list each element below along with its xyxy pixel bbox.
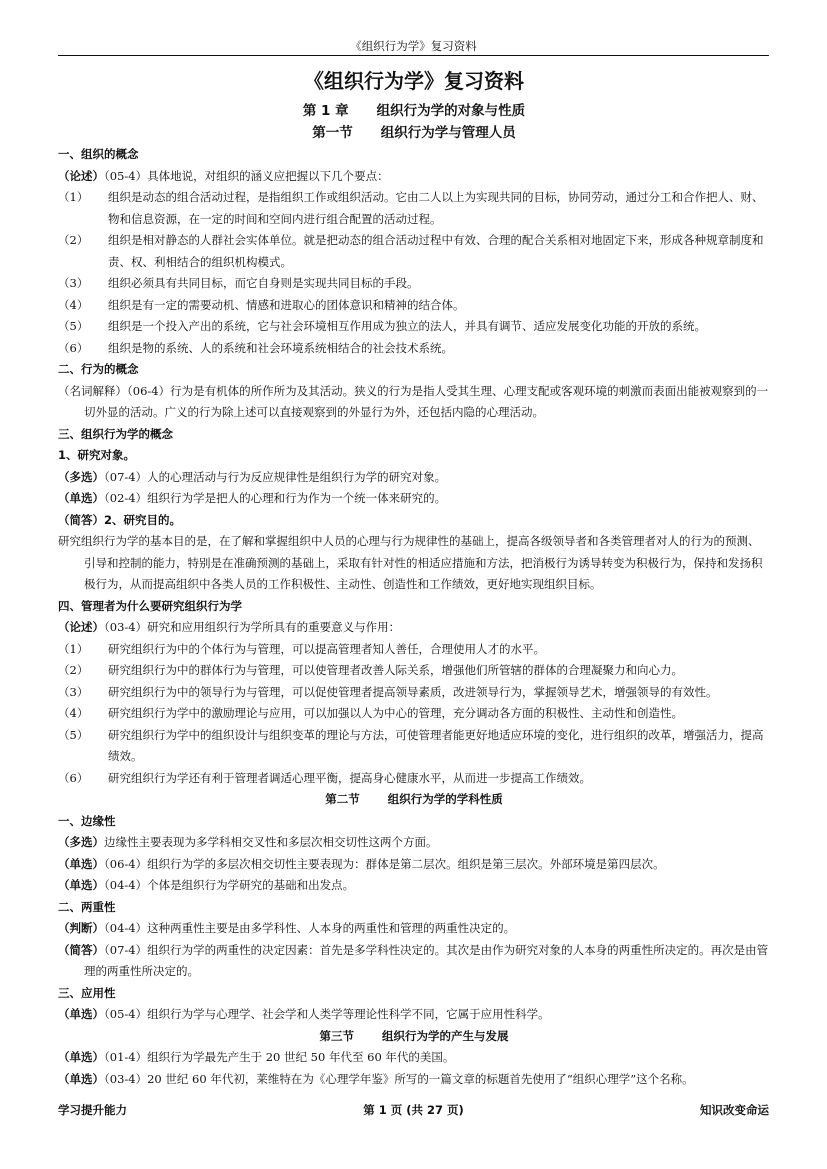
item-text: 组织是相对静态的人群社会实体单位。就是把动态的组合活动过程中有效、合理的配合关系相对地固定下来，形成各种规章制度和责、权、利相结合的组织机构模式。 xyxy=(108,233,764,269)
paragraph-text: （05-4）组织行为学与心理学、社会学和人类学等理论性科学不同，它属于应用性科学。 xyxy=(104,1007,550,1021)
subheading-research-purpose: （简答）2、研究目的。 xyxy=(58,512,182,527)
item-text: 组织是物的系统、人的系统和社会环境系统相结合的社会技术系统。 xyxy=(108,340,453,355)
paragraph xyxy=(58,1004,770,1026)
item-number: （4） xyxy=(58,706,89,720)
paragraph xyxy=(58,166,770,188)
paragraph-text: （04-4）这种两重性主要是由多学科性、人本身的两重性和管理的两重性决定的。 xyxy=(104,921,516,935)
item-text: 研究组织行为学中的组织设计与组织变革的理论与方法，可使管理者能更好地适应环境的变化，进行组织的改革，增强活力，提高绩效。 xyxy=(108,727,764,763)
paragraph-text: （03-4）20 世纪 60 年代初，莱维特在为《心理学年鉴》所写的一篇文章的标题首先使用了“组织心理学”这个名称。 xyxy=(104,1071,694,1086)
footer-left: 学习提升能力 xyxy=(58,1103,127,1117)
question-tag: （简答） xyxy=(58,942,104,957)
question-tag: （论述） xyxy=(58,620,104,634)
paragraph xyxy=(58,918,770,940)
list-item xyxy=(58,703,770,725)
list-item xyxy=(58,682,770,704)
item-number: （6） xyxy=(58,340,89,355)
question-tag: （单选） xyxy=(58,1071,104,1086)
list-item xyxy=(58,230,770,273)
paragraph xyxy=(58,488,770,510)
list-item xyxy=(58,660,770,682)
section-number: 第一节 xyxy=(312,125,353,141)
paragraph-text: （07-4）组织行为学的两重性的决定因素：首先是多学科性决定的。其次是由作为研究对象的人本身的两重性所决定的。再次是由管理的两重性所决定的。 xyxy=(84,942,769,978)
section-heading-1 xyxy=(58,122,770,144)
question-tag: （单选） xyxy=(58,856,104,871)
list-item xyxy=(58,295,770,317)
paragraph-text: （07-4）人的心理活动与行为反应规律性是组织行为学的研究对象。 xyxy=(104,469,447,484)
item-number: （2） xyxy=(58,663,89,677)
question-tag: （多选） xyxy=(58,469,104,484)
chapter-name: 组织行为学的对象与性质 xyxy=(376,103,526,119)
paragraph-text: （05-4）具体地说，对组织的涵义应把握以下几个要点： xyxy=(104,168,389,183)
question-tag: （论述） xyxy=(58,168,104,183)
list-item xyxy=(58,338,770,360)
list-item xyxy=(58,273,770,295)
item-number: （2） xyxy=(58,233,89,247)
item-number: （5） xyxy=(58,727,89,742)
question-tag: （单选） xyxy=(58,1050,104,1064)
paragraph-text: （01-4）组织行为学最先产生于 20 世纪 50 年代至 60 年代的美国。 xyxy=(104,1050,455,1064)
paragraph: 研究组织行为学的基本目的是，在了解和掌握组织中人员的心理与行为规律性的基础上，提高各级领导者和各类管理者对人的行为的预测、引导和控制的能力，特别是在准确预测的基础上，采取有针对性的相适应措施和方法，把消极行为诱导转变为积极行为，保持和发扬积极行为，从而提高组织中各类人员的工作积极性、主动性、创造性和工作绩效，更好地实现组织目标。 xyxy=(58,534,763,591)
subheading-research-object: 1、研究对象。 xyxy=(58,448,136,462)
heading-applicability: 三、应用性 xyxy=(58,985,116,1000)
heading-why-study: 四、管理者为什么要研究组织行为学 xyxy=(58,598,242,613)
paragraph-text: 边缘性主要表现为多学科相交叉性和多层次相交切性这两个方面。 xyxy=(104,835,438,849)
section-name: 组织行为学的学科性质 xyxy=(387,792,503,806)
item-text: 研究组织行为学还有利于管理者调适心理平衡，提高身心健康水平，从而进一步提高工作绩效。 xyxy=(108,770,591,785)
item-number: （1） xyxy=(58,190,89,204)
chapter-heading xyxy=(58,100,770,122)
item-text: 研究组织行为中的群体行为与管理，可以使管理者改善人际关系，增强他们所管辖的群体的合理凝聚力和向心力。 xyxy=(108,663,683,677)
item-number: （3） xyxy=(58,276,89,290)
chapter-number: 第 1 章 xyxy=(302,103,349,119)
heading-marginality: 一、边缘性 xyxy=(58,813,116,828)
heading-ob-concept: 三、组织行为学的概念 xyxy=(58,426,173,441)
item-text: 组织是有一定的需要动机、情感和进取心的团体意识和精神的结合体。 xyxy=(108,297,465,312)
item-number: （3） xyxy=(58,684,89,699)
running-header: 《组织行为学》复习资料 xyxy=(350,39,477,53)
question-tag: （单选） xyxy=(58,491,104,505)
heading-org-concept: 一、组织的概念 xyxy=(58,147,139,161)
paragraph: （名词解释）（06-4）行为是有机体的所作所为及其活动。狭义的行为是指人受其生理、心理支配或客观环境的刺激而表面出能被观察到的一切外显的活动。广义的行为除上述可以直接观察到的外显行为外，还包括内隐的心理活动。 xyxy=(58,383,769,419)
header-rule xyxy=(58,55,769,56)
heading-duality: 二、两重性 xyxy=(58,899,116,914)
document-title: 《组织行为学》复习资料 xyxy=(304,69,524,93)
question-tag: （单选） xyxy=(58,878,104,892)
list-item xyxy=(58,725,770,768)
paragraph-text: （04-4）个体是组织行为学研究的基础和出发点。 xyxy=(104,878,355,892)
list-item xyxy=(58,639,770,661)
paragraph xyxy=(58,940,770,983)
paragraph xyxy=(58,467,770,489)
item-text: 研究组织行为中的个体行为与管理，可以提高管理者知人善任，合理使用人才的水平。 xyxy=(108,641,545,656)
paragraph xyxy=(58,832,770,854)
list-item xyxy=(58,768,770,790)
paragraph xyxy=(58,1047,770,1069)
item-text: 组织必须具有共同目标，而它自身则是实现共同目标的手段。 xyxy=(108,276,419,290)
item-text: 组织是一个投入产出的系统，它与社会环境相互作用成为独立的法人，并具有调节、适应发展变化功能的开放的系统。 xyxy=(108,319,706,333)
heading-behavior-concept: 二、行为的概念 xyxy=(58,362,139,376)
item-number: （1） xyxy=(58,641,89,656)
section-heading-3 xyxy=(58,1026,770,1048)
list-item xyxy=(58,187,770,230)
section-number: 第二节 xyxy=(325,792,360,806)
question-tag: （判断） xyxy=(58,921,104,935)
page-footer xyxy=(58,1102,769,1118)
footer-right: 知识改变命运 xyxy=(700,1103,769,1117)
paragraph xyxy=(58,875,770,897)
paragraph xyxy=(58,617,770,639)
question-tag: （单选） xyxy=(58,1007,104,1021)
item-number: （4） xyxy=(58,297,89,312)
page-number: 第 1 页 (共 27 页) xyxy=(363,1103,464,1117)
section-name: 组织行为学与管理人员 xyxy=(380,125,516,141)
item-number: （5） xyxy=(58,319,89,333)
paragraph-text: （02-4）组织行为学是把人的心理和行为作为一个统一体来研究的。 xyxy=(104,491,447,505)
section-heading-2 xyxy=(58,789,770,811)
question-tag: （多选） xyxy=(58,835,104,849)
paragraph xyxy=(58,854,770,876)
paragraph-text: （06-4）组织行为学的多层次相交切性主要表现为：群体是第二层次。组织是第三层次。外部环境是第四层次。 xyxy=(104,856,665,871)
item-text: 研究组织行为学中的激励理论与应用，可以加强以人为中心的管理，充分调动各方面的积极性、主动性和创造性。 xyxy=(108,706,683,720)
list-item xyxy=(58,316,770,338)
list-org-points xyxy=(58,187,770,359)
section-number: 第三节 xyxy=(319,1028,354,1043)
paragraph-text: （03-4）研究和应用组织行为学所具有的重要意义与作用： xyxy=(104,620,401,634)
list-significance xyxy=(58,639,770,790)
section-name: 组织行为学的产生与发展 xyxy=(382,1028,509,1043)
item-text: 研究组织行为中的领导行为与管理，可以促使管理者提高领导素质，改进领导行为，掌握领导艺术，增强领导的有效性。 xyxy=(108,684,718,699)
item-number: （6） xyxy=(58,770,89,785)
document-body xyxy=(58,66,770,1090)
item-text: 组织是动态的组合活动过程，是指组织工作或组织活动。它由二人以上为实现共同的目标，协同劳动，通过分工和合作把人、财、物和信息资源，在一定的时间和空间内进行组合配置的活动过程。 xyxy=(108,190,764,226)
paragraph xyxy=(58,1069,770,1091)
